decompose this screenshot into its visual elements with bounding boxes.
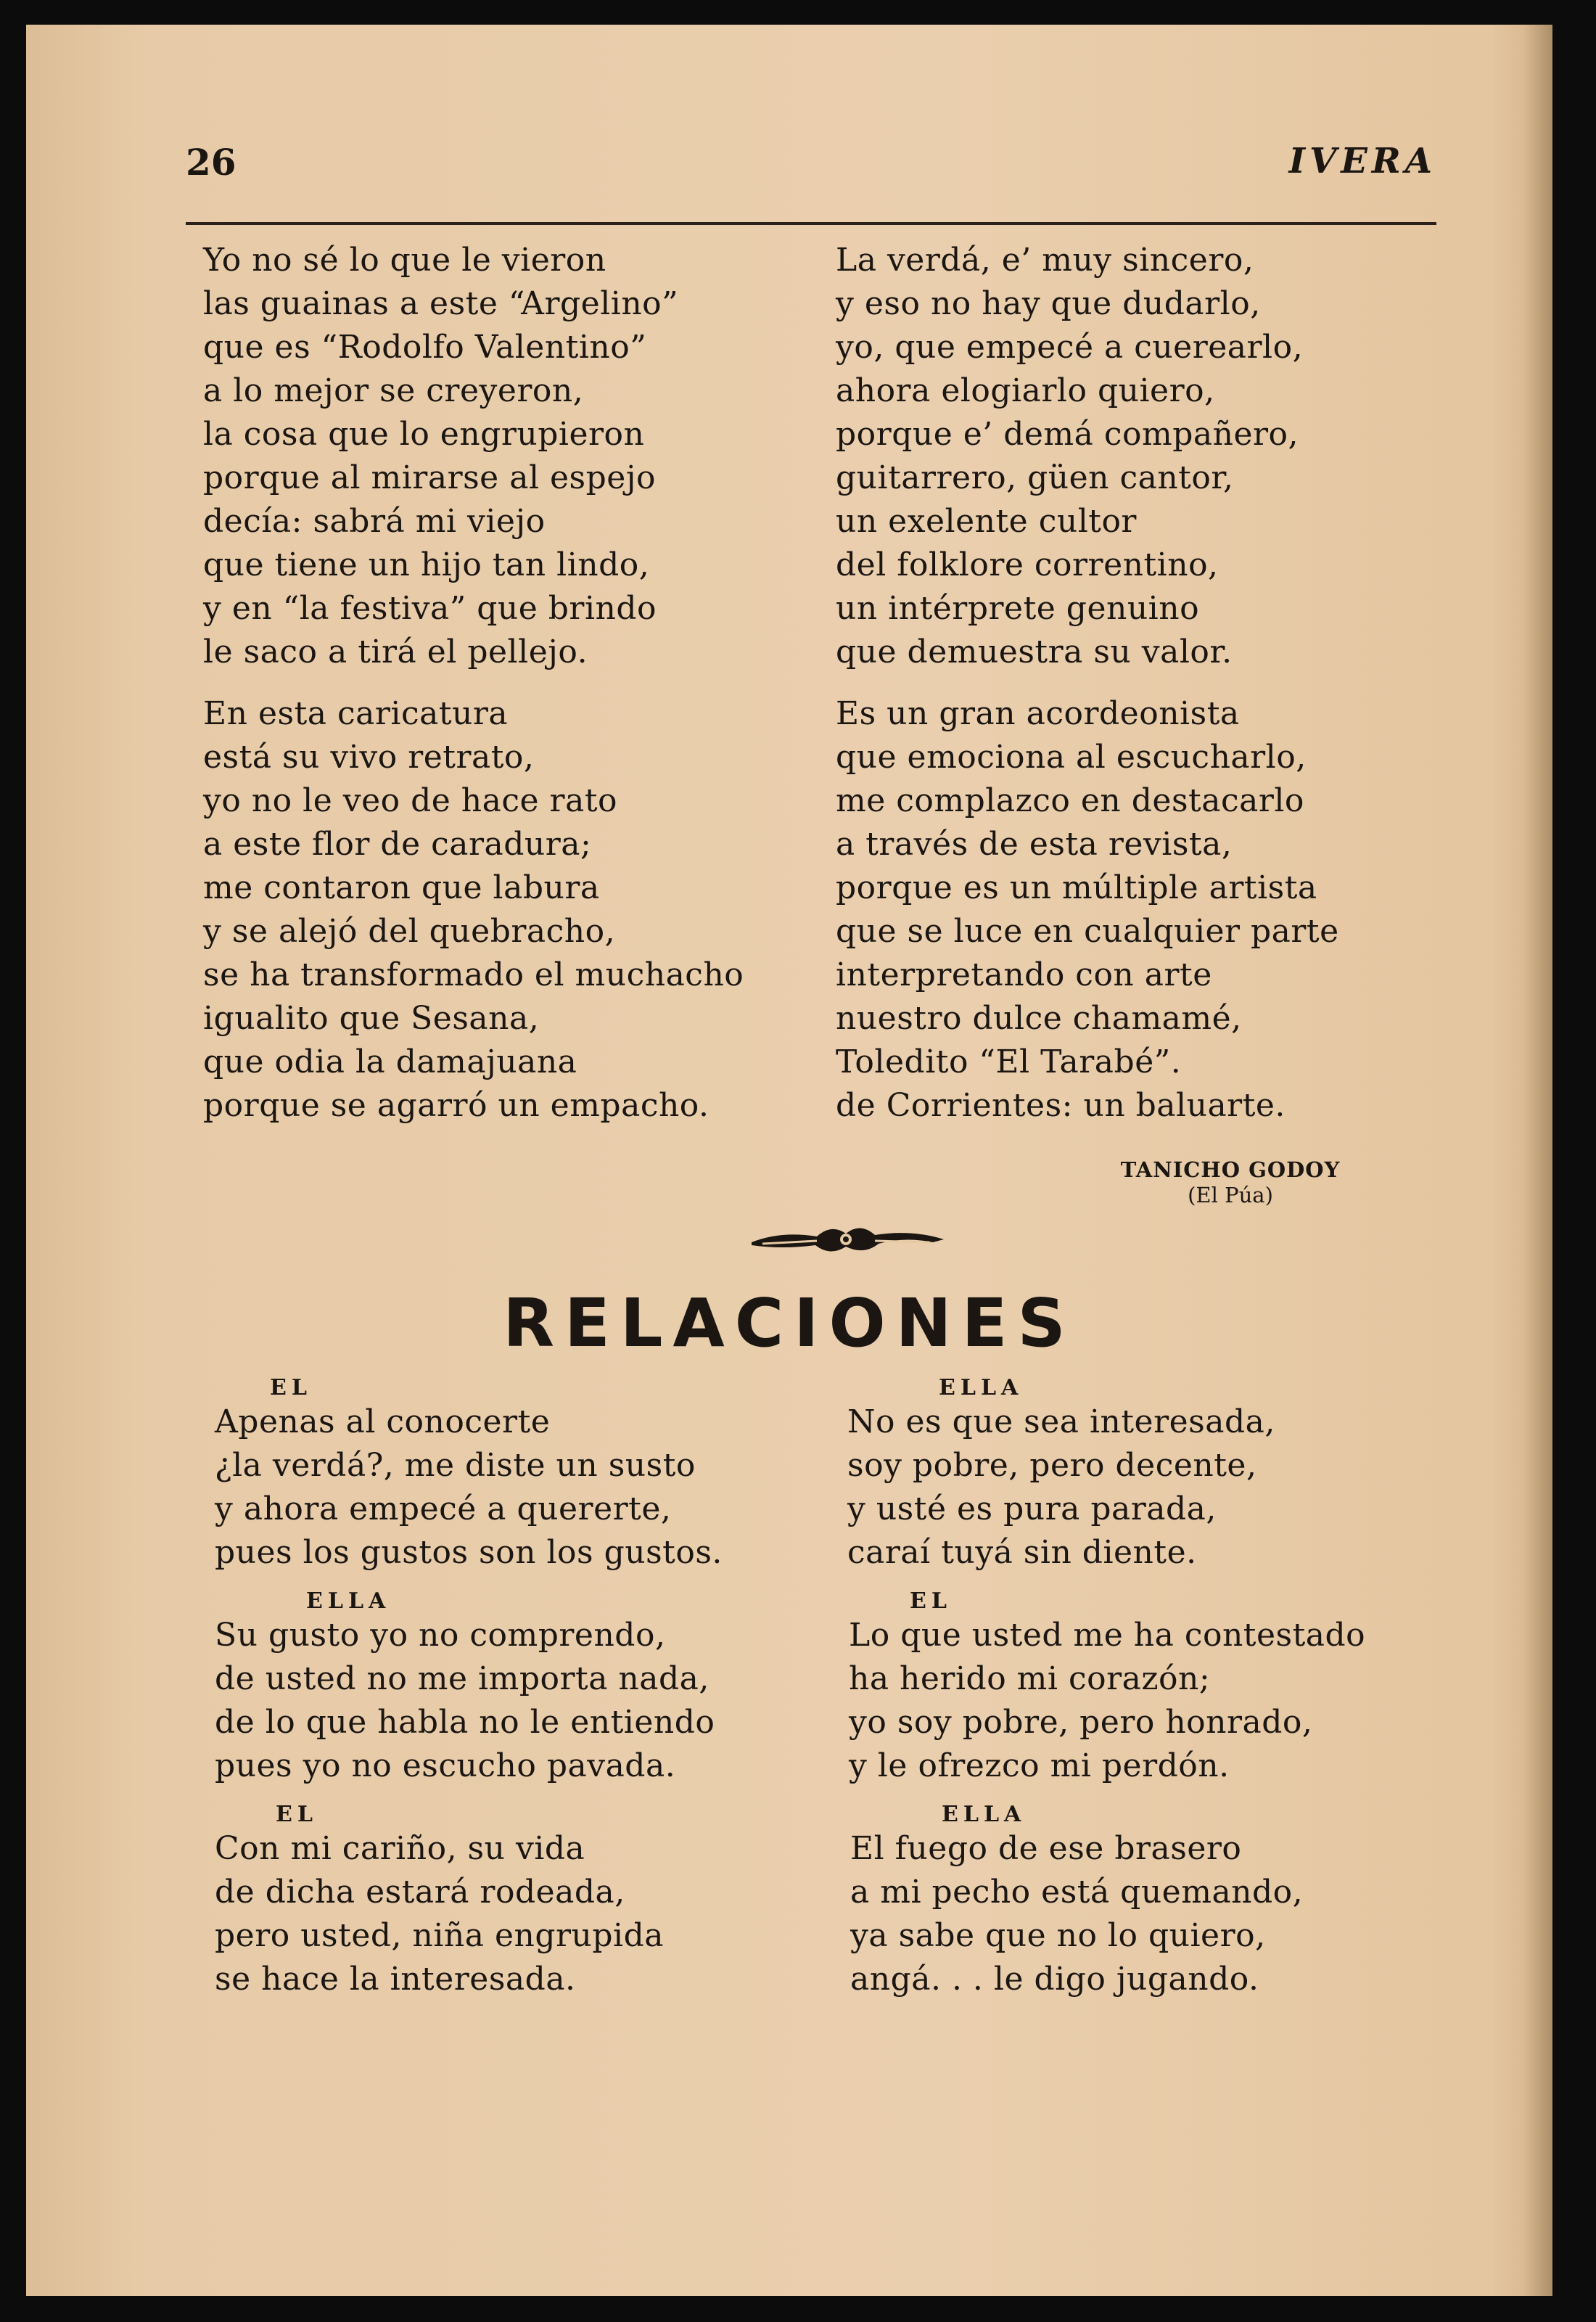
poem-line: En esta caricatura: [203, 695, 509, 732]
section-title-relaciones: RELACIONES: [503, 1284, 1076, 1362]
dialogue-line: se hace la interesada.: [215, 1961, 576, 1998]
poem-line: las guainas a este “Argelino”: [203, 285, 679, 322]
dialogue-stanza: [850, 1827, 1303, 2001]
running-title: IVERA: [1288, 141, 1436, 181]
dialogue-line: ¿la verdá?, me diste un susto: [215, 1447, 696, 1484]
dialogue-line: de dicha estará rodeada,: [215, 1874, 625, 1911]
poem-line: está su vivo retrato,: [203, 739, 535, 776]
author-signature: [1042, 1157, 1419, 1207]
poem-line: a través de esta revista,: [836, 826, 1233, 863]
dialogue-line: angá. . . le digo jugando.: [850, 1961, 1259, 1998]
speaker-label: ELLA: [942, 1802, 1027, 1827]
poem-line: que tiene un hijo tan lindo,: [203, 546, 650, 583]
poem-line: me contaron que labura: [203, 869, 600, 906]
poem-line: y eso no hay que dudarlo,: [836, 285, 1261, 322]
page-number: 26: [186, 141, 236, 184]
dialogue-line: pero usted, niña engrupida: [215, 1917, 665, 1954]
poem-line: La verdá, e’ muy sincero,: [836, 242, 1254, 279]
dialogue-line: pues yo no escucho pavada.: [215, 1747, 676, 1784]
poem-line: y en “la festiva” que brindo: [203, 590, 657, 627]
dialogue-line: Lo que usted me ha contestado: [849, 1617, 1366, 1654]
dialogue-line: Apenas al conocerte: [215, 1403, 551, 1440]
dialogue-stanza: [215, 1827, 664, 2001]
poem-line: ahora elogiarlo quiero,: [836, 372, 1215, 409]
dialogue-line: y usté es pura parada,: [847, 1490, 1217, 1527]
poem-line: porque se agarró un empacho.: [203, 1087, 709, 1124]
dialogue-line: ha herido mi corazón;: [849, 1660, 1211, 1697]
poem-left-stanza-2: [203, 692, 744, 1128]
poem-line: porque es un múltiple artista: [836, 869, 1317, 906]
poem-line: Toledito “El Tarabé”.: [836, 1043, 1182, 1080]
poem-line: Yo no sé lo que le vieron: [203, 242, 606, 279]
poem-line: que es “Rodolfo Valentino”: [203, 329, 647, 366]
author-name: TANICHO GODOY: [1120, 1157, 1341, 1182]
poem-line: decía: sabrá mi viejo: [203, 503, 546, 540]
dialogue-line: Con mi cariño, su vida: [215, 1830, 585, 1867]
dialogue-line: de lo que habla no le entiendo: [215, 1704, 715, 1741]
poem-line: que se luce en cualquier parte: [836, 913, 1339, 950]
poem-right-stanza-1: [836, 239, 1303, 674]
dialogue-line: caraí tuyá sin diente.: [847, 1534, 1197, 1571]
poem-line: del folklore correntino,: [836, 546, 1219, 583]
speaker-label: EL: [276, 1802, 318, 1827]
poem-line: y se alejó del quebracho,: [203, 913, 616, 950]
poem-line: que demuestra su valor.: [836, 633, 1233, 670]
dialogue-line: yo soy pobre, pero honrado,: [849, 1704, 1313, 1741]
poem-line: interpretando con arte: [836, 956, 1212, 993]
dialogue-line: y ahora empecé a quererte,: [215, 1490, 672, 1527]
poem-line: porque al mirarse al espejo: [203, 459, 656, 496]
dialogue-line: a mi pecho está quemando,: [850, 1874, 1304, 1911]
poem-line: a este flor de caradura;: [203, 826, 592, 863]
speaker-label: ELLA: [939, 1375, 1024, 1400]
dialogue-stanza: [849, 1614, 1365, 1788]
dialogue-line: de usted no me importa nada,: [215, 1660, 709, 1697]
poem-line: un intérprete genuino: [836, 590, 1200, 627]
speaker-label: EL: [270, 1375, 312, 1400]
dialogue-line: pues los gustos son los gustos.: [215, 1534, 723, 1571]
poem-line: la cosa que lo engrupieron: [203, 416, 645, 453]
poem-line: me complazco en destacarlo: [836, 782, 1304, 819]
poem-line: se ha transformado el muchacho: [203, 956, 744, 993]
dialogue-stanza: [847, 1400, 1275, 1575]
poem-left-stanza-1: [203, 239, 678, 674]
poem-line: nuestro dulce chamamé,: [836, 1000, 1242, 1037]
poem-line: un exelente cultor: [836, 503, 1137, 540]
poem-line: que emociona al escucharlo,: [836, 739, 1307, 776]
speaker-label: EL: [910, 1588, 952, 1614]
header-divider: [186, 222, 1436, 225]
dialogue-line: soy pobre, pero decente,: [847, 1447, 1257, 1484]
dialogue-line: ya sabe que no lo quiero,: [850, 1917, 1266, 1954]
dialogue-stanza: [215, 1400, 723, 1575]
poem-line: de Corrientes: un baluarte.: [836, 1087, 1286, 1124]
magazine-page: [26, 25, 1552, 2296]
poem-line: que odia la damajuana: [203, 1043, 577, 1080]
author-alias: (El Púa): [1188, 1183, 1273, 1207]
dialogue-line: y le ofrezco mi perdón.: [849, 1747, 1230, 1784]
dialogue-stanza: [215, 1614, 715, 1788]
poem-right-stanza-2: [836, 692, 1339, 1128]
poem-line: le saco a tirá el pellejo.: [203, 633, 588, 670]
poem-line: Es un gran acordeonista: [836, 695, 1240, 732]
speaker-label: ELLA: [306, 1588, 391, 1614]
page-header: [186, 141, 1436, 199]
poem-line: yo no le veo de hace rato: [203, 782, 617, 819]
poem-line: guitarrero, güen cantor,: [836, 459, 1234, 496]
poem-line: igualito que Sesana,: [203, 1000, 540, 1037]
decorative-ornament-icon: [737, 1215, 955, 1265]
dialogue-line: No es que sea interesada,: [847, 1403, 1275, 1440]
poem-line: a lo mejor se creyeron,: [203, 372, 584, 409]
dialogue-line: Su gusto yo no comprendo,: [215, 1617, 666, 1654]
poem-line: yo, que empecé a cuerearlo,: [836, 329, 1304, 366]
poem-line: porque e’ demá compañero,: [836, 416, 1299, 453]
dialogue-line: El fuego de ese brasero: [850, 1830, 1242, 1867]
